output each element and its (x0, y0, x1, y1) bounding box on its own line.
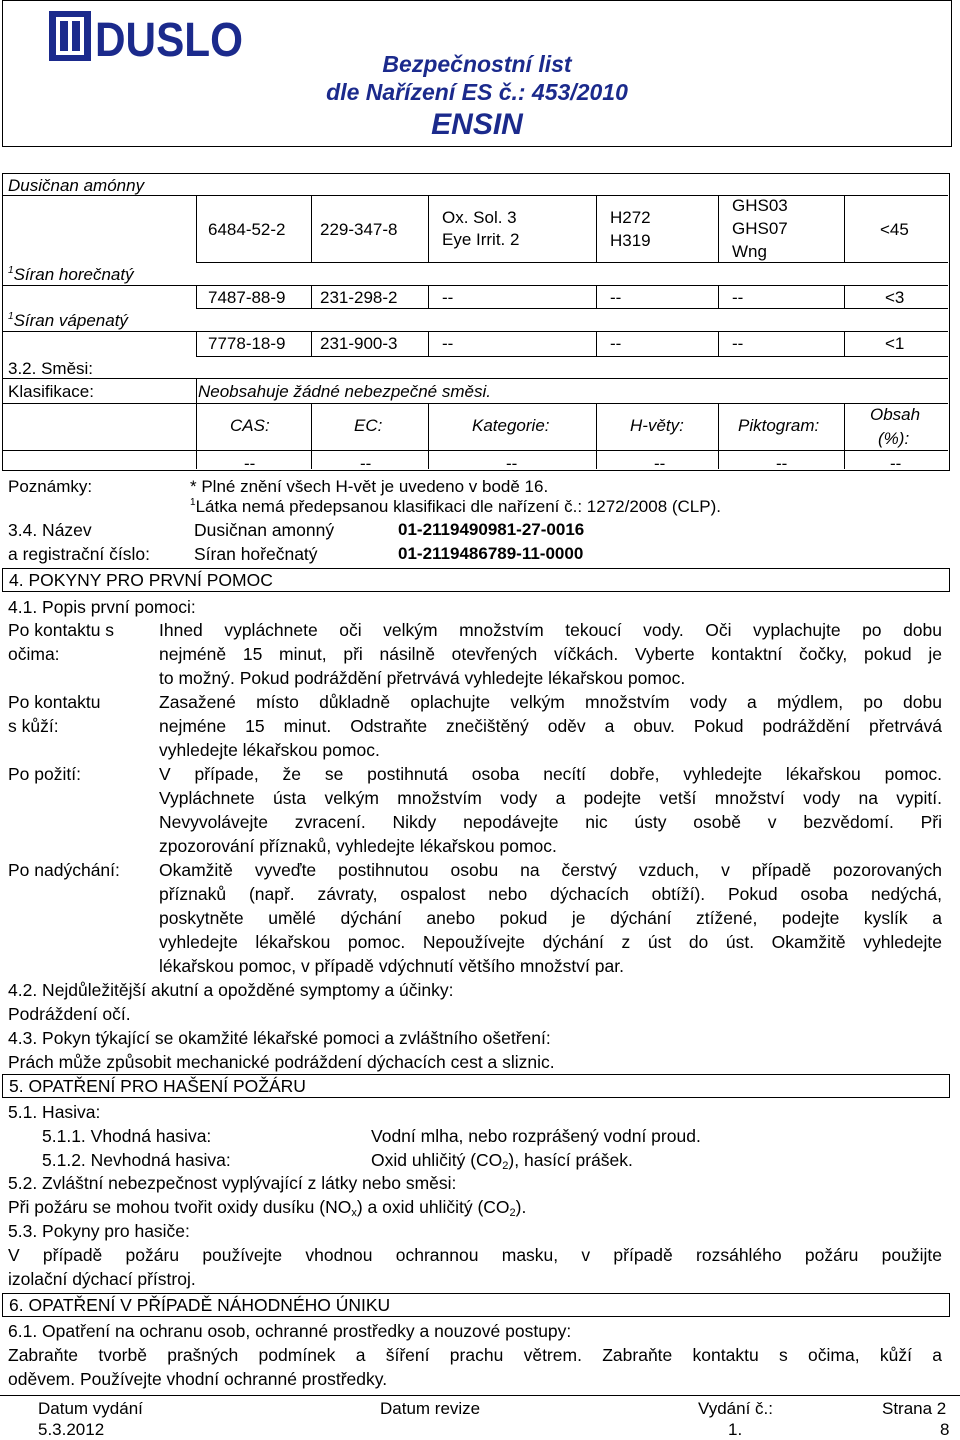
eyes-text: to možný. Pokud podráždění přetrvává vyhledejte lékařskou pomoc. (159, 668, 686, 688)
substance-name: Dusičnan amónny (8, 176, 145, 195)
ec-number: 229-347-8 (320, 220, 398, 239)
version-label: Vydání č.: (698, 1399, 773, 1418)
pictogram: -- (732, 334, 744, 353)
pictogram: -- (732, 288, 744, 307)
category: -- (442, 288, 454, 307)
subsection-heading: 6.1. Opatření na ochranu osob, ochranné prostředky a nouzové postupy: (8, 1321, 572, 1341)
suitable-media-value: Vodní mlha, nebo rozprášený vodní proud. (371, 1126, 701, 1146)
inhalation-text: poskytněte umělé dýchání anebo pokud je dýchání ztížené, podejte kyslík a (159, 908, 942, 928)
page-total: 8 (940, 1420, 950, 1439)
pictogram: Wng (732, 242, 767, 261)
suitable-media-label: 5.1.1. Vhodná hasiva: (42, 1126, 212, 1146)
registration-substance: Dusičnan amonný (194, 520, 335, 540)
ingestion-label: Po požití: (8, 764, 81, 784)
eyes-text: nejméně 15 minut, při násilně otevřených víčkách. Vyberte kontaktní čočky, pokud je (159, 644, 942, 664)
subsection-heading: 4.3. Pokyn týkající se okamžité lékařské pomoci a zvláštního ošetření: (8, 1028, 551, 1048)
h-phrase: H319 (610, 231, 651, 250)
category: Ox. Sol. 3 (442, 208, 517, 227)
pictogram: GHS07 (732, 219, 788, 238)
mixture-label: 3.2. Směsi: (8, 359, 94, 378)
inhalation-text: příznaků (např. závraty, ospalost nebo dýchacích obtíží). Pokud osoba nedýchá, (159, 884, 942, 904)
subsection-heading: 5.1. Hasiva: (8, 1102, 101, 1122)
personal-precautions: oděvem. Používejte vhodní ochranné prostředky. (8, 1369, 388, 1389)
dash-cell: -- (890, 454, 902, 473)
category: -- (442, 334, 454, 353)
ingestion-text: V případe, že se postihnutá osoba necítí dobře, vyhledejte lékařskou pomoc. (159, 764, 942, 784)
classification-label: Klasifikace: (8, 382, 94, 401)
ingestion-text: Vypláchnete ústa velkým množstvím vody a podejte vetší množství vody na vypití. (159, 788, 942, 808)
subsection-heading: 5.2. Zvláštní nebezpečnost vyplývající z látky nebo směsi: (8, 1173, 457, 1193)
ingestion-text: Nevyvolávejte zvracení. Nikdy nepodávejte nic ústy osobě v bezvědomí. Při (159, 812, 942, 832)
subsection-heading: 4.2. Nejdůležitější akutní a opožděné symptomy a účinky: (8, 980, 454, 1000)
registration-substance: Síran hořečnatý (194, 544, 318, 564)
eyes-label: Po kontaktu s (8, 620, 115, 640)
issue-date: 5.3.2012 (38, 1420, 105, 1439)
cas-number: 7487-88-9 (208, 288, 286, 307)
ec-number: 231-298-2 (320, 288, 398, 307)
medical-attention-text: Prách může způsobit mechanické podráždení dýchacích cest a sliznic. (8, 1052, 555, 1072)
content-value: <3 (885, 288, 905, 307)
registration-number: 01-2119490981-27-0016 (398, 520, 585, 539)
inhalation-text: vyhledejte lékařskou pomoc. Nepoužívejte dýchání z úst do úst. Okamžitě vyhledejte (159, 932, 942, 952)
section-6-heading: 6. OPATŘENÍ V PŘÍPADĚ NÁHODNÉHO ÚNIKU (2, 1293, 950, 1317)
section-4-heading: 4. POKYNY PRO PRVNÍ POMOC (2, 568, 950, 592)
registration-label: 3.4. Název (8, 520, 92, 540)
svg-text:DUSLO: DUSLO (95, 14, 243, 65)
inhalation-text: lékařskou pomoc, v případě vdýchnutí většího množství par. (159, 956, 624, 976)
dash-cell: -- (776, 454, 788, 473)
subsection-heading: 4.1. Popis první pomoci: (8, 597, 196, 617)
special-hazards-text: Při požáru se mohou tvořit oxidy dusíku $(NO_x)$ a oxid uhličitý $(CO_2)$. (8, 1197, 527, 1219)
personal-precautions: Zabraňte tvorbě prašných podmínek a šíření prachu větrem. Zabraňte kontaktu s očima, kůží a (8, 1345, 942, 1365)
pictogram: GHS03 (732, 196, 788, 215)
page-number: Strana 2 (882, 1399, 947, 1418)
symptoms-text: Podráždení očí. (8, 1004, 131, 1024)
document-subtitle: dle Nařízení ES č.: 453/2010 (326, 79, 628, 105)
section-5-heading: 5. OPATŘENÍ PRO HAŠENÍ POŽÁRU (2, 1074, 950, 1098)
notes-label: Poznámky: (8, 477, 93, 496)
eyes-text: Ihned vypláchnete oči velkým množstvím tekoucí vody. Oči vyplachujte po dobu (159, 620, 942, 640)
eyes-label: očima: (8, 644, 60, 664)
col-header-content: Obsah (870, 405, 921, 424)
dash-cell: -- (360, 454, 372, 473)
h-phrase: H272 (610, 208, 651, 227)
col-header-h: H-věty: (630, 416, 684, 435)
notes-line: * Plné znění všech H-vět je uvedeno v bodě 16. (190, 477, 549, 496)
ec-number: 231-900-3 (320, 334, 398, 353)
registration-label: a registrační číslo: (8, 544, 150, 564)
skin-label: s kůží: (8, 716, 59, 736)
dash-cell: -- (654, 454, 666, 473)
substance-name: $^1$Síran horečnatý (8, 265, 134, 284)
document-title: Bezpečnostní list (382, 51, 572, 77)
product-name: ENSIN (431, 108, 523, 141)
dash-cell: -- (244, 454, 256, 473)
skin-text: nejméne 15 minut. Odstraňte znečištěný oděv a obuv. Pokud podráždění přetrvává (159, 716, 942, 736)
inhalation-text: Okamžitě vyveďte postihnutou osobu na čerstvý vzduch, v případě pozorovaných (159, 860, 942, 880)
skin-label: Po kontaktu (8, 692, 101, 712)
col-header-cas: CAS: (230, 416, 270, 435)
notes-line: $^1$Látka nemá předepsanou klasifikaci dle nařízení č.: 1272/2008 (CLP). (190, 497, 721, 516)
subsection-heading: 5.3. Pokyny pro hasiče: (8, 1221, 190, 1241)
document-header (2, 0, 952, 147)
inhalation-label: Po nadýchání: (8, 860, 120, 880)
skin-text: Zasažené místo důkladně oplachujte velkým množstvím vody a mýdlem, po dobu (159, 692, 942, 712)
h-phrase: -- (610, 334, 622, 353)
skin-text: vyhledejte lékařskou pomoc. (159, 740, 380, 760)
h-phrase: -- (610, 288, 622, 307)
col-header-ec: EC: (354, 416, 383, 435)
revision-date-label: Datum revize (380, 1399, 481, 1418)
classification-value: Neobsahuje žádné nebezpečné směsi. (198, 382, 491, 401)
registration-number: 01-2119486789-11-0000 (398, 544, 584, 563)
issue-date-label: Datum vydání (38, 1399, 143, 1418)
category: Eye Irrit. 2 (442, 230, 520, 249)
col-header-pictogram: Piktogram: (738, 416, 820, 435)
dash-cell: -- (506, 454, 518, 473)
unsuitable-media-label: 5.1.2. Nevhodná hasiva: (42, 1150, 231, 1170)
cas-number: 7778-18-9 (208, 334, 286, 353)
substance-name: $^1$Síran vápenatý (8, 311, 128, 330)
col-header-content-unit: (%): (878, 429, 910, 448)
content-value: <1 (885, 334, 905, 353)
cas-number: 6484-52-2 (208, 220, 286, 239)
footer-divider (0, 1395, 960, 1396)
firefighter-advice: izolační dýchací přístroj. (8, 1269, 196, 1289)
unsuitable-media-value: Oxid uhličitý $(CO_2)$, hasící prášek. (371, 1150, 633, 1172)
ingestion-text: zpozorování příznaků, vyhledejte lékařskou pomoc. (159, 836, 557, 856)
col-header-category: Kategorie: (472, 416, 550, 435)
content-value: <45 (880, 220, 909, 239)
version-number: 1. (728, 1420, 743, 1439)
firefighter-advice: V případě požáru používejte vhodnou ochrannou masku, v případě rozsáhlého požáru použijte (8, 1245, 942, 1265)
